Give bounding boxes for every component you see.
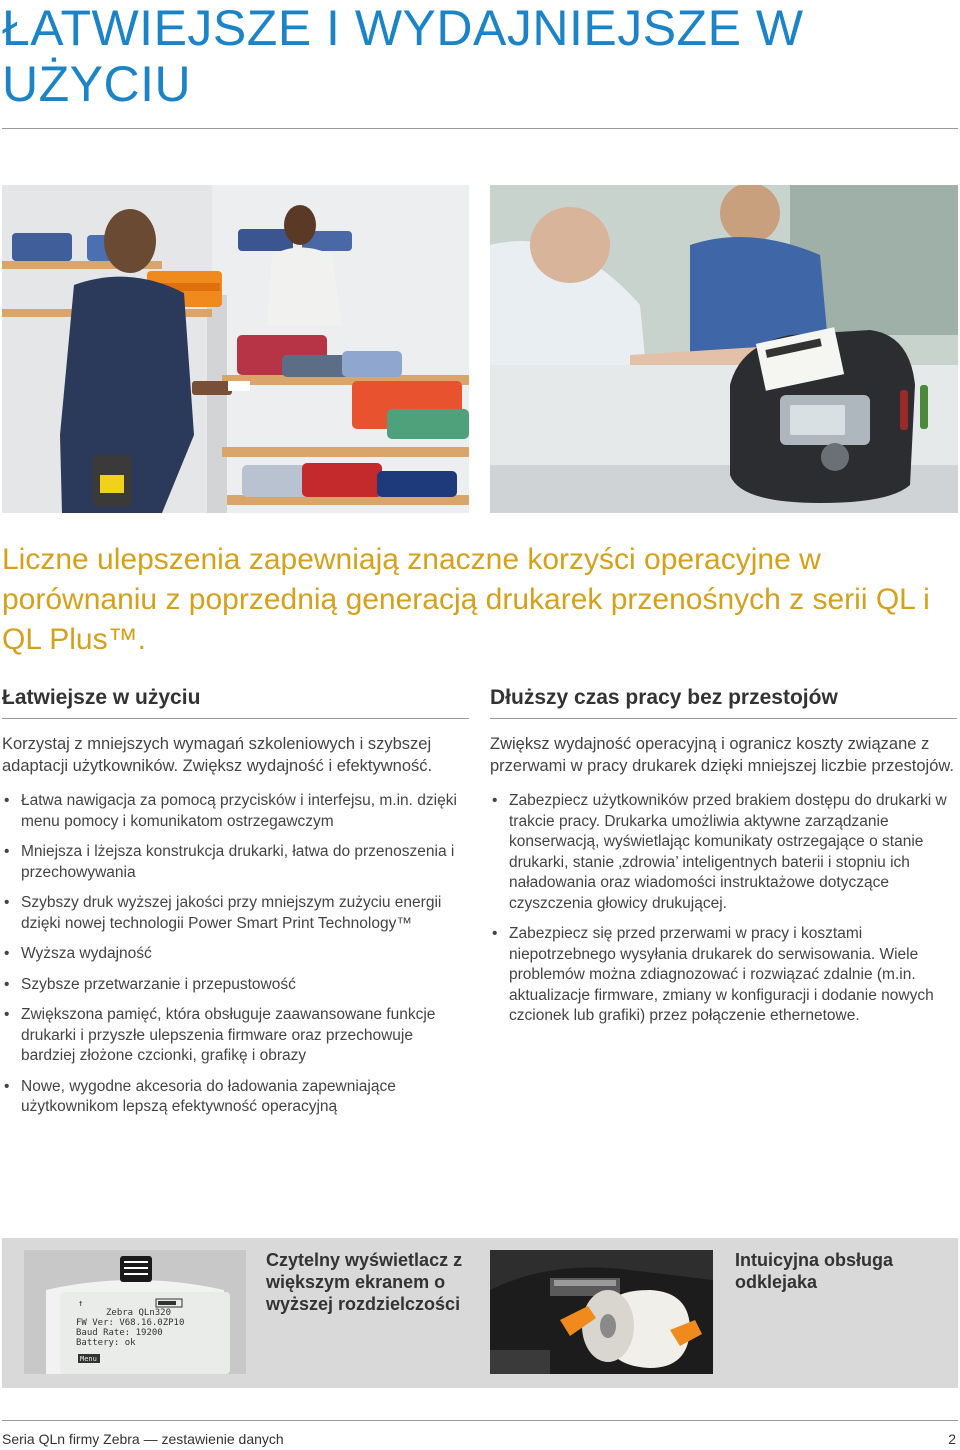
retail-store-photo bbox=[2, 185, 469, 513]
uptime-lead: Zwiększ wydajność operacyjną i ogranicz koszty związane z przerwami w pracy drukarek dzięki mniejszej liczbie przestojów. bbox=[490, 735, 954, 775]
peeler-mechanism-photo bbox=[490, 1250, 713, 1374]
display-battery-line: Battery: ok bbox=[76, 1338, 136, 1348]
page-title: ŁATWIEJSZE I WYDAJNIEJSZE W UŻYCIU bbox=[2, 0, 804, 112]
uptime-bullet-list bbox=[490, 791, 957, 1027]
list-item: • Nowe, wygodne akcesoria do ładowania zapewniające użytkownikom lepszą efektywność operacyjną bbox=[2, 1077, 469, 1118]
footer-divider bbox=[2, 1420, 958, 1421]
uptime-section bbox=[490, 684, 957, 1037]
title-divider bbox=[2, 128, 958, 129]
easier-use-bullet-list bbox=[2, 791, 469, 1118]
printer-display-photo bbox=[24, 1250, 246, 1374]
list-item: • Zabezpiecz użytkowników przed brakiem dostępu do drukarki w trakcie pracy. Drukarka umożliwia aktywne zarządzanie konserwacją, wyświetlając komunikaty ostrzegające o stanie drukarki, stanie ‚zdrowia’ inteligentnych baterii i stopniu ich naładowania oraz wiadomości instruktażowe dotyczące czyszczenia głowicy drukującej. bbox=[490, 791, 957, 914]
list-item: • Łatwa nawigacja za pomocą przycisków i interfejsu, m.in. dzięki menu pomocy i komunikatom ostrzegawczym bbox=[2, 791, 469, 832]
list-item: • Zabezpiecz się przed przerwami w pracy i kosztami niepotrzebnego wysyłania drukarek do serwisowania. Wiele problemów można zdiagnozować i rozwiązać zdalnie (m.in. aktualizacje firmware, zmiany w konfiguracji i dodanie nowych czcionek lub grafiki) przez połączenie ethernetowe. bbox=[490, 924, 957, 1027]
list-item: • Szybszy druk wyższej jakości przy mniejszym zużyciu energii dzięki nowej technologii Power Smart Print Technology™ bbox=[2, 893, 469, 934]
intro-statement: Liczne ulepszenia zapewniają znaczne korzyści operacyjne w porównaniu z poprzednią generacją drukarek przenośnych z serii QL i QL Plus™. bbox=[2, 543, 930, 656]
peeler-feature-caption: Intuicyjna obsługa odklejaka bbox=[735, 1250, 894, 1292]
list-item: • Wyższa wydajność bbox=[2, 944, 469, 965]
display-firmware-line: FW Ver: V68.16.0ZP10 bbox=[76, 1318, 185, 1328]
footer-document-title: Seria QLn firmy Zebra — zestawienie danych bbox=[2, 1431, 284, 1447]
display-model-line: Zebra QLn320 bbox=[106, 1308, 172, 1318]
easier-use-lead: Korzystaj z mniejszych wymagań szkoleniowych i szybszej adaptacji użytkowników. Zwiększ wydajność i efektywność. bbox=[2, 735, 433, 775]
list-item: • Zwiększona pamięć, która obsługuje zaawansowane funkcje drukarki i przyszłe ulepszenia firmware oraz przechowuje bardziej złożone czcionki, grafikę i obrazy bbox=[2, 1005, 469, 1067]
list-item: • Szybsze przetwarzanie i przepustowość bbox=[2, 975, 469, 996]
list-item: • Mniejsza i lżejsza konstrukcja drukarki, łatwa do przenoszenia i przechowywania bbox=[2, 842, 469, 883]
display-soft-key-label: Menu bbox=[80, 1355, 97, 1363]
uptime-heading: Dłuższy czas pracy bez przestojów bbox=[490, 684, 957, 719]
svg-text:↑: ↑ bbox=[78, 1299, 84, 1309]
display-feature-caption: Czytelny wyświetlacz z większym ekranem o wyższej rozdzielczości bbox=[266, 1250, 463, 1314]
easier-use-heading: Łatwiejsze w użyciu bbox=[2, 684, 469, 719]
page-number: 2 bbox=[948, 1431, 956, 1447]
display-baud-line: Baud Rate: 19200 bbox=[76, 1328, 163, 1338]
easier-use-section bbox=[2, 684, 469, 1128]
hospital-printer-photo bbox=[490, 185, 958, 513]
